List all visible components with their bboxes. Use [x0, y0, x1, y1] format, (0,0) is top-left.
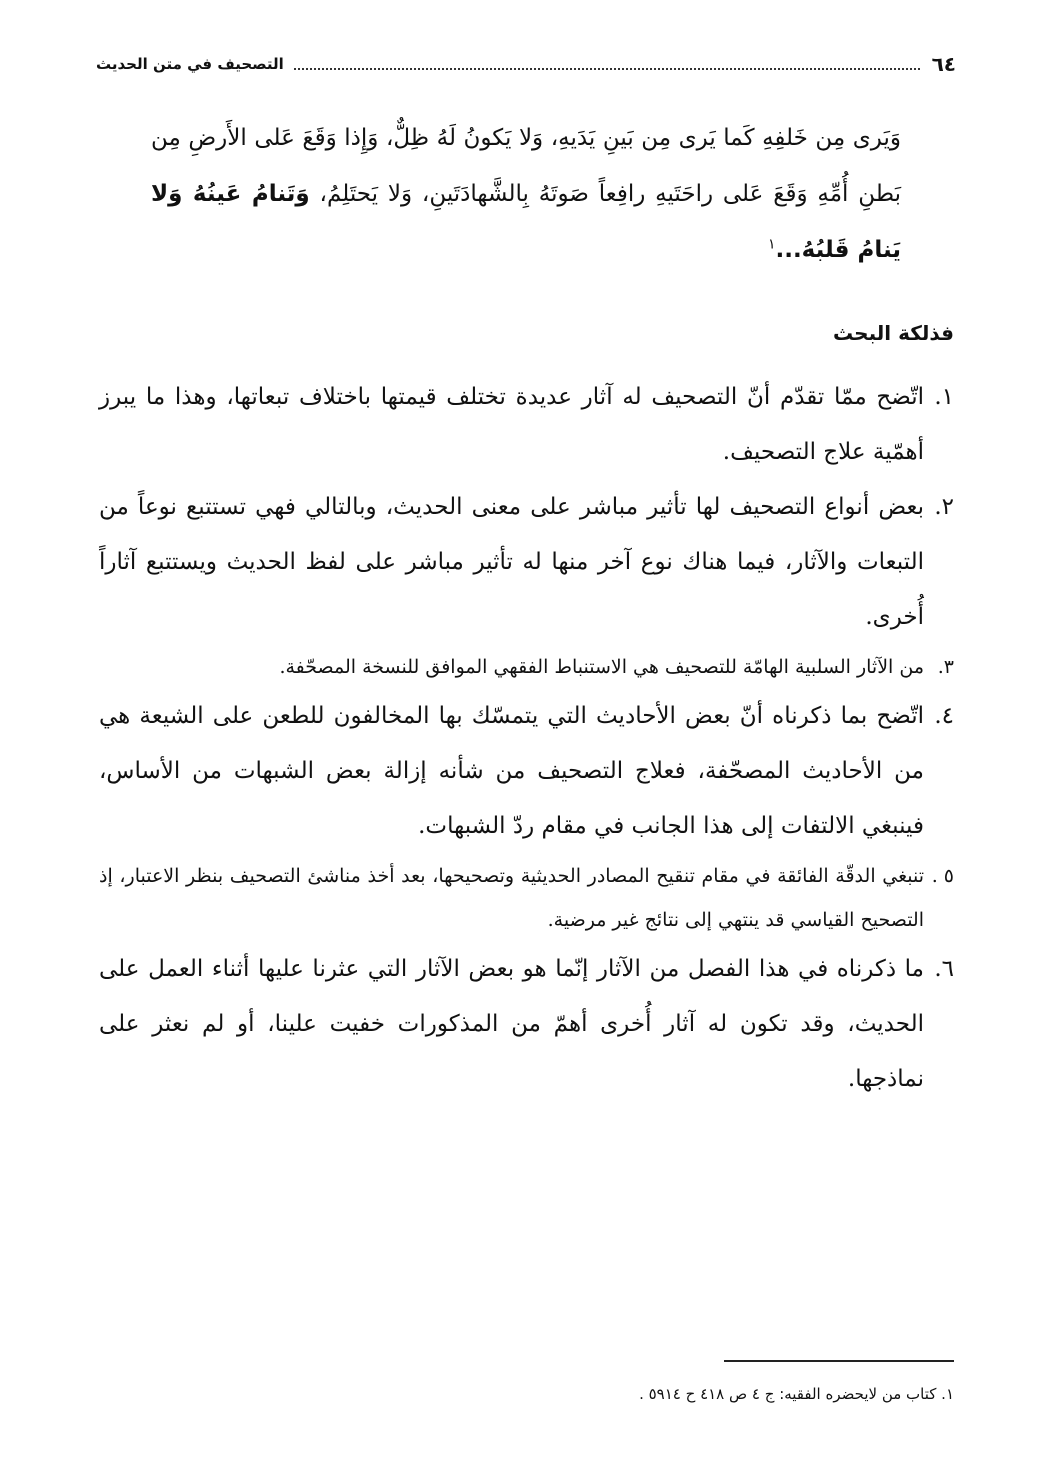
item-text: اتّضح ممّا تقدّم أنّ التصحيف له آثار عديدة تختلف قيمتها باختلاف تبعاتها، وهذا ما يبرز أهمّية علاج التصحيف.: [99, 384, 924, 465]
item-number: ٥ .: [931, 865, 954, 887]
item-text: من الآثار السلبية الهامّة للتصحيف هي الاستنباط الفقهي الموافق للنسخة المصحّفة.: [279, 656, 924, 678]
item-text: تنبغي الدقّة الفائقة في مقام تنقيح المصادر الحديثية وتصحيحها، بعد أخذ مناشئ التصحيف بنظر الاعتبار، إذ التصحيح القياسي قد ينتهي إلى نتائج غير مرضية.: [99, 865, 924, 931]
item-number: ٢.: [934, 494, 954, 520]
running-header: [96, 40, 956, 74]
item-number: ٣.: [937, 656, 954, 678]
list-item: [99, 689, 954, 854]
list-item: [99, 645, 954, 689]
quote-bold-text: وَتَنامُ عَينُهُ وَلا يَنامُ قَلبُهُ...: [151, 181, 901, 263]
running-title: التصحيف في متن الحديث: [96, 55, 284, 73]
footnote-reference: ١: [767, 236, 776, 253]
results-list: [99, 370, 954, 1107]
page-number: ٦٤: [931, 52, 956, 76]
list-item: [99, 942, 954, 1107]
item-text: بعض أنواع التصحيف لها تأثير مباشر على معنى الحديث، وبالتالي فهي تستتبع نوعاً من التبعات والآثار، فيما هناك نوع آخر منها له تأثير مباشر على لفظ الحديث ويستتبع آثاراً أُخرى.: [99, 494, 924, 630]
quote-text: وَيَرى مِن خَلفِهِ كَما يَرى مِن بَينِ يَدَيهِ، وَلا يَكونُ لَهُ ظِلٌّ، وَإِذا وَقَعَ عَلى الأَرضِ مِن بَطنِ أُمِّهِ وَقَعَ عَلى راحَتَيهِ رافِعاً صَوتَهُ بِالشَّهادَتَينِ، وَلا يَحتَلِمُ،: [151, 125, 901, 207]
item-number: ١.: [934, 384, 954, 410]
item-number: ٤.: [934, 703, 954, 729]
list-item: [99, 854, 954, 942]
list-item: [99, 480, 954, 645]
header-dot-leader: [294, 60, 920, 70]
footnote-separator: [724, 1360, 954, 1362]
list-item: [99, 370, 954, 480]
hadith-quote: [151, 110, 901, 278]
footnote: ١. كتاب من لايحضره الفقيه: ج ٤ ص ٤١٨ ح ٥٩١٤ .: [639, 1385, 954, 1403]
item-text: اتّضح بما ذكرناه أنّ بعض الأحاديث التي يتمسّك بها المخالفون للطعن على الشيعة هي من الأحاديث المصحّفة، فعلاج التصحيف من شأنه إزالة بعض الشبهات من الأساس، فينبغي الالتفات إلى هذا الجانب في مقام ردّ الشبهات.: [99, 703, 924, 839]
item-text: ما ذكرناه في هذا الفصل من الآثار إنّما هو بعض الآثار التي عثرنا عليها أثناء العمل على الحديث، وقد تكون له آثار أُخرى أهمّ من المذكورات خفيت علينا، أو لم نعثر على نماذجها.: [99, 956, 924, 1092]
section-heading: فذلكة البحث: [833, 321, 954, 345]
item-number: ٦.: [934, 956, 954, 982]
